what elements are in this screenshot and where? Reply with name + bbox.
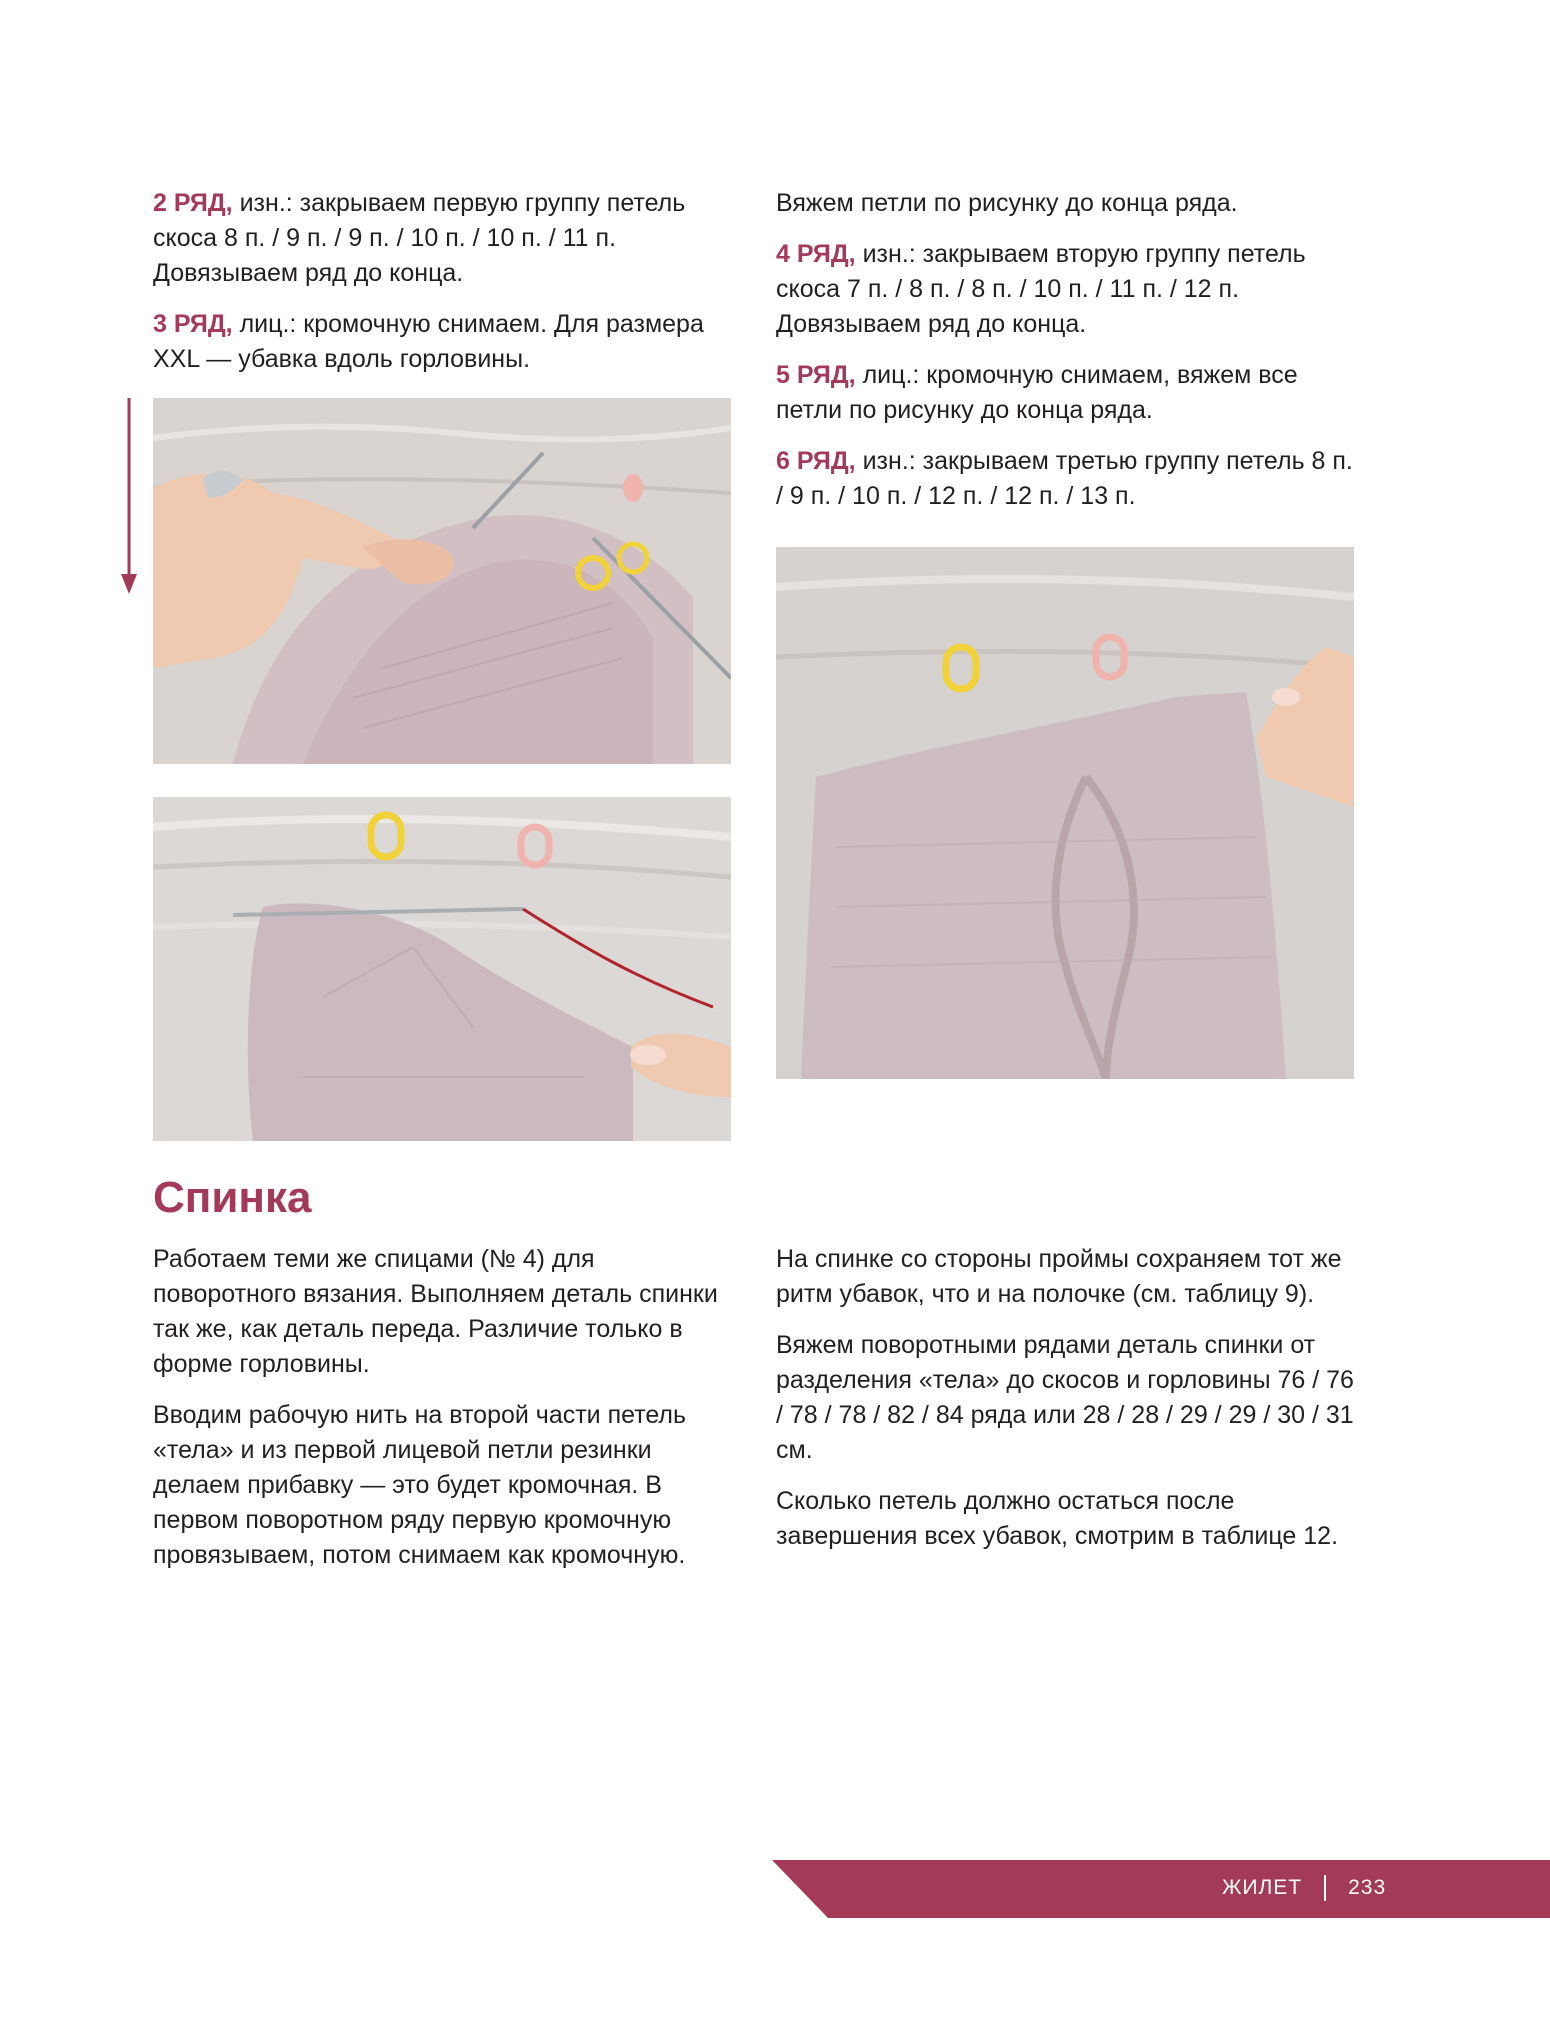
page-number: 233 bbox=[1348, 1876, 1387, 1899]
intro-paragraph: Вяжем петли по рисунку до конца ряда. bbox=[776, 189, 1238, 217]
row-4-paragraph bbox=[776, 237, 1354, 342]
row-6-text: изн.: закрываем третью группу петель 8 п. / 9 п. / 10 п. / 12 п. / 12 п. / 13 п. bbox=[776, 447, 1353, 510]
row-3-text: лиц.: кромочную снимаем. Для размера XXL — убавка вдоль горловины. bbox=[153, 310, 704, 373]
row-3-label: 3 РЯД, bbox=[153, 310, 233, 338]
section-paragraph: Сколько петель должно остаться после завершения всех убавок, смотрим в таблице 12. bbox=[776, 1487, 1339, 1550]
section-paragraph: На спинке со стороны проймы сохраняем тот же ритм убавок, что и на полочке (см. таблицу 9). bbox=[776, 1245, 1342, 1308]
row-5-text: лиц.: кромочную снимаем, вяжем все петли по рисунку до конца ряда. bbox=[776, 361, 1298, 424]
section-left-column bbox=[153, 1242, 731, 1589]
footer-divider bbox=[1324, 1875, 1326, 1901]
row-5-paragraph bbox=[776, 358, 1354, 428]
row-6-paragraph bbox=[776, 444, 1354, 514]
section-right-column bbox=[776, 1242, 1354, 1570]
row-2-text: изн.: закрываем первую группу петель скоса 8 п. / 9 п. / 9 п. / 10 п. / 10 п. / 11 п. Довязываем ряд до конца. bbox=[153, 189, 686, 287]
knitting-photo-3 bbox=[776, 547, 1354, 1079]
left-column-top bbox=[153, 186, 731, 393]
section-title: Спинка bbox=[153, 1173, 312, 1222]
knitting-photo-2 bbox=[153, 797, 731, 1141]
row-6-label: 6 РЯД, bbox=[776, 447, 856, 475]
section-paragraph: Вводим рабочую нить на второй части петель «тела» и из первой лицевой петли резинки делаем прибавку — это будет кромочная. В первом поворотном ряду первую кромочную провязываем, потом снимаем как кромочную. bbox=[153, 1401, 687, 1569]
row-5-label: 5 РЯД, bbox=[776, 361, 856, 389]
row-2-label: 2 РЯД, bbox=[153, 189, 233, 217]
chapter-name: ЖИЛЕТ bbox=[1222, 1876, 1303, 1899]
footer-label bbox=[1222, 1875, 1386, 1901]
section-paragraph: Вяжем поворотными рядами деталь спинки от разделения «тела» до скосов и горловины 76 / 76 / 78 / 78 / 82 / 84 ряда или 28 / 28 / 29 / 29 / 30 / 31 см. bbox=[776, 1331, 1354, 1464]
row-3-paragraph bbox=[153, 307, 731, 377]
section-paragraph: Работаем теми же спицами (№ 4) для поворотного вязания. Выполняем деталь спинки так же, как деталь переда. Различие только в форме горловины. bbox=[153, 1245, 718, 1378]
down-arrow-icon bbox=[121, 398, 137, 594]
row-4-text: изн.: закрываем вторую группу петель скоса 7 п. / 8 п. / 8 п. / 10 п. / 11 п. / 12 п. Довязываем ряд до конца. bbox=[776, 240, 1306, 338]
knitting-photo-1 bbox=[153, 398, 731, 764]
row-4-label: 4 РЯД, bbox=[776, 240, 856, 268]
footer-band bbox=[772, 1860, 1550, 1918]
row-2-paragraph bbox=[153, 186, 731, 291]
right-column-top bbox=[776, 186, 1354, 530]
